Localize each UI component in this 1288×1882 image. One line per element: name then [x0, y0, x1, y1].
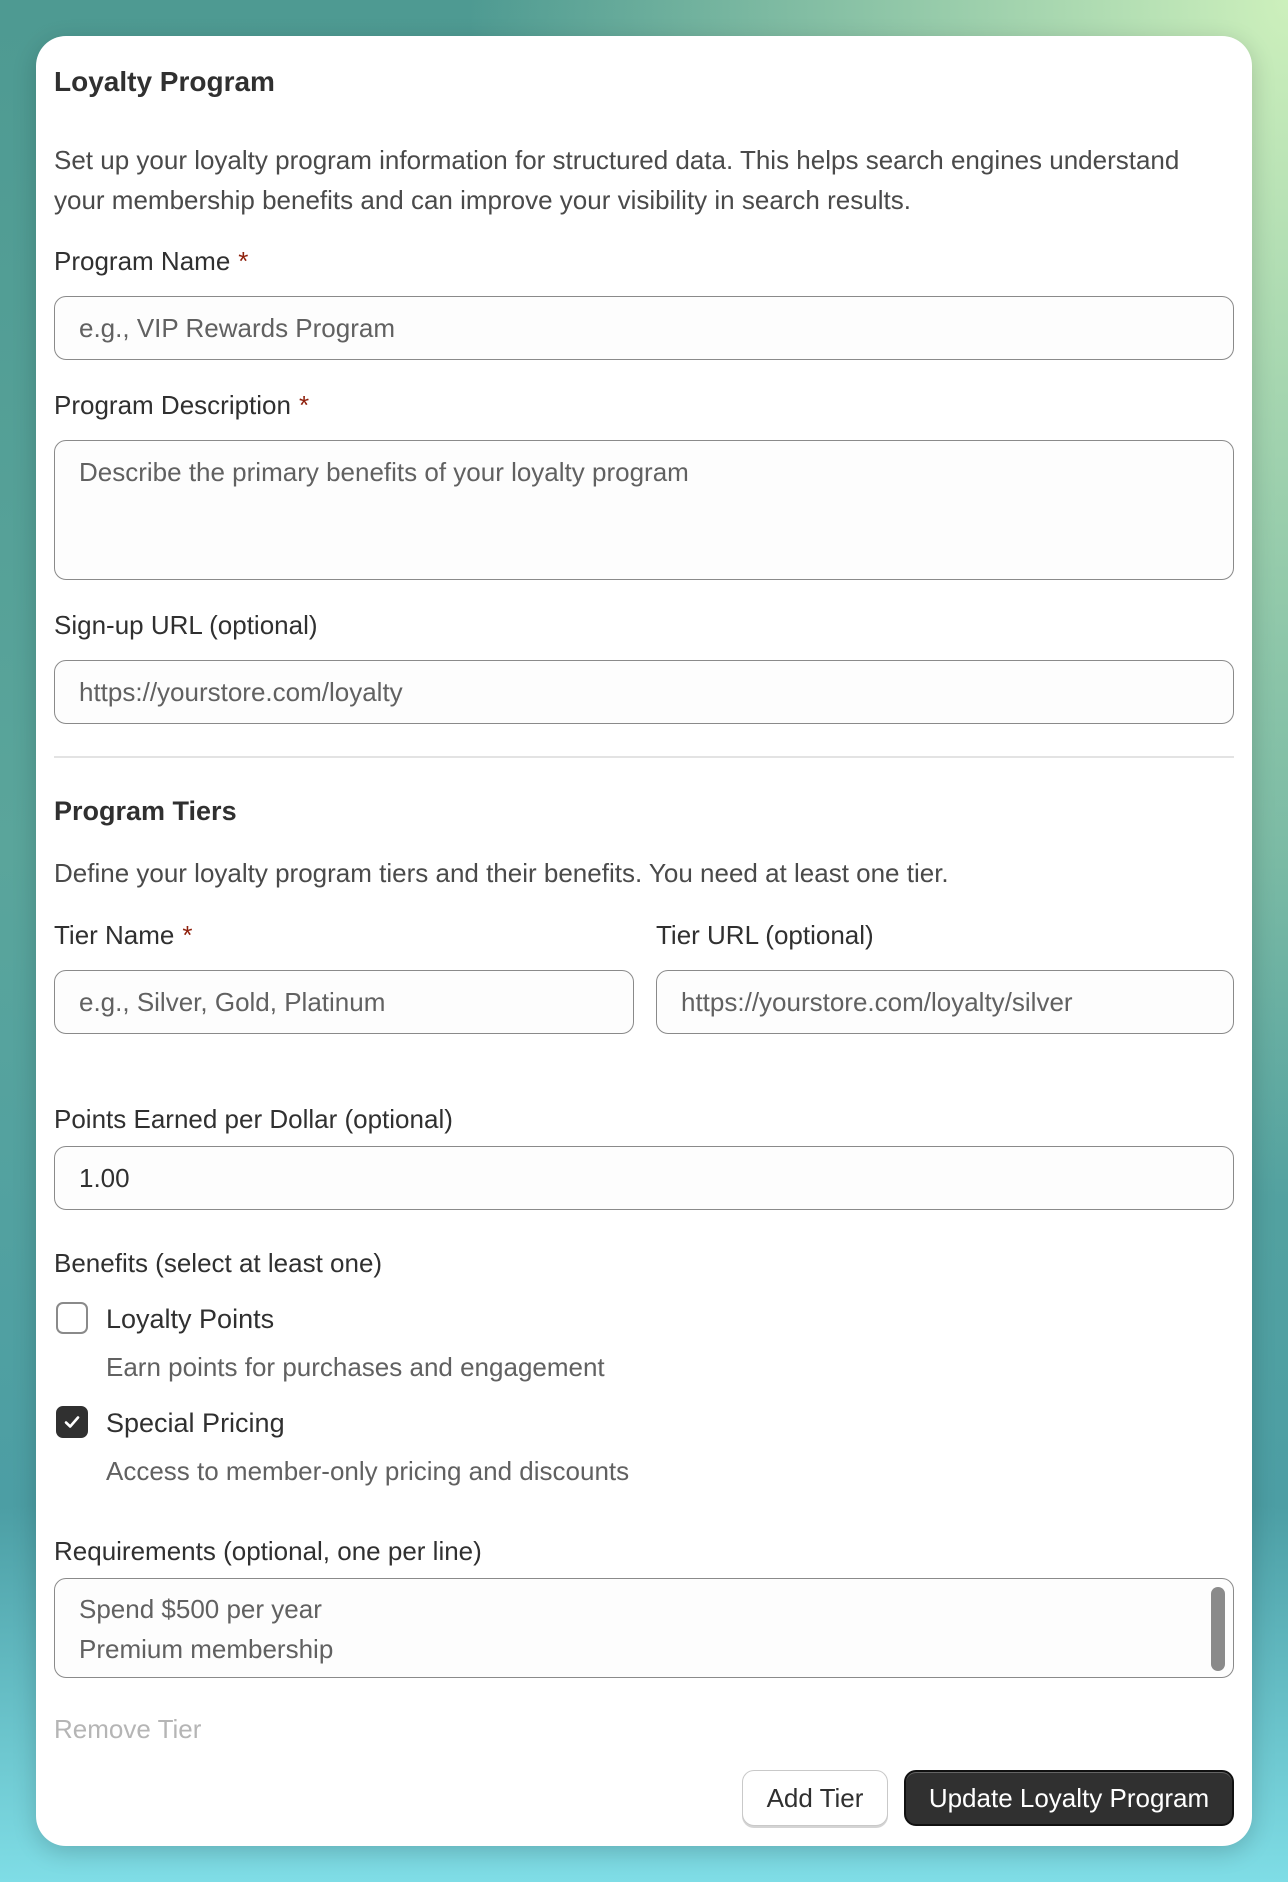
requirements-textarea[interactable]	[54, 1578, 1234, 1678]
special-pricing-help: Access to member-only pricing and discounts	[106, 1456, 630, 1486]
program-description-placeholder: Describe the primary benefits of your loyalty program	[79, 457, 689, 487]
program-name-placeholder: e.g., VIP Rewards Program	[79, 312, 395, 343]
tier-name-placeholder: e.g., Silver, Gold, Platinum	[79, 986, 386, 1017]
tier-url-input[interactable]	[656, 970, 1234, 1034]
program-description-label	[54, 390, 309, 421]
tier-name-label	[54, 920, 193, 951]
requirement-line: Premium membership	[79, 1634, 334, 1664]
page-title: Loyalty Program	[54, 66, 275, 97]
program-name-label	[54, 246, 248, 277]
loyalty-points-checkbox[interactable]	[56, 1302, 88, 1334]
tier-url-label: Tier URL (optional)	[656, 920, 874, 950]
tier-url-placeholder: https://yourstore.com/loyalty/silver	[681, 986, 1073, 1017]
signup-url-label: Sign-up URL (optional)	[54, 610, 318, 640]
tier-name-label-text: Tier Name	[54, 920, 175, 950]
required-marker: *	[238, 246, 249, 276]
loyalty-points-help: Earn points for purchases and engagement	[106, 1352, 605, 1382]
loyalty-points-label[interactable]: Loyalty Points	[106, 1304, 275, 1334]
special-pricing-checkbox[interactable]	[56, 1406, 88, 1438]
checkmark-icon	[62, 1412, 82, 1432]
update-loyalty-program-button[interactable]: Update Loyalty Program	[904, 1770, 1234, 1826]
section-divider	[54, 756, 1234, 758]
required-marker: *	[298, 390, 310, 420]
requirement-line: Spend $500 per year	[79, 1594, 322, 1624]
signup-url-input[interactable]	[54, 660, 1234, 724]
special-pricing-label[interactable]: Special Pricing	[106, 1408, 285, 1438]
loyalty-program-card	[36, 36, 1252, 1846]
requirements-scrollbar[interactable]	[1211, 1587, 1225, 1671]
signup-url-placeholder: https://yourstore.com/loyalty	[79, 676, 403, 707]
tiers-title: Program Tiers	[54, 796, 237, 826]
program-name-input[interactable]	[54, 296, 1234, 360]
points-label: Points Earned per Dollar (optional)	[54, 1104, 453, 1134]
required-marker: *	[182, 920, 193, 950]
points-value: 1.00	[79, 1162, 130, 1193]
program-name-label-text: Program Name	[54, 246, 231, 276]
tier-name-input[interactable]	[54, 970, 634, 1034]
remove-tier-button[interactable]: Remove Tier	[54, 1714, 202, 1744]
program-description-textarea[interactable]	[54, 440, 1234, 580]
add-tier-button[interactable]: Add Tier	[742, 1770, 888, 1826]
points-input[interactable]	[54, 1146, 1234, 1210]
page-description: Set up your loyalty program information for structured data. This helps search engines understand your membership benefits and can improve your visibility in search results.	[54, 145, 1180, 215]
tiers-description: Define your loyalty program tiers and their benefits. You need at least one tier.	[54, 858, 949, 888]
requirements-label: Requirements (optional, one per line)	[54, 1536, 482, 1566]
benefits-label: Benefits (select at least one)	[54, 1248, 383, 1278]
program-description-label-text: Program Description	[54, 390, 291, 420]
